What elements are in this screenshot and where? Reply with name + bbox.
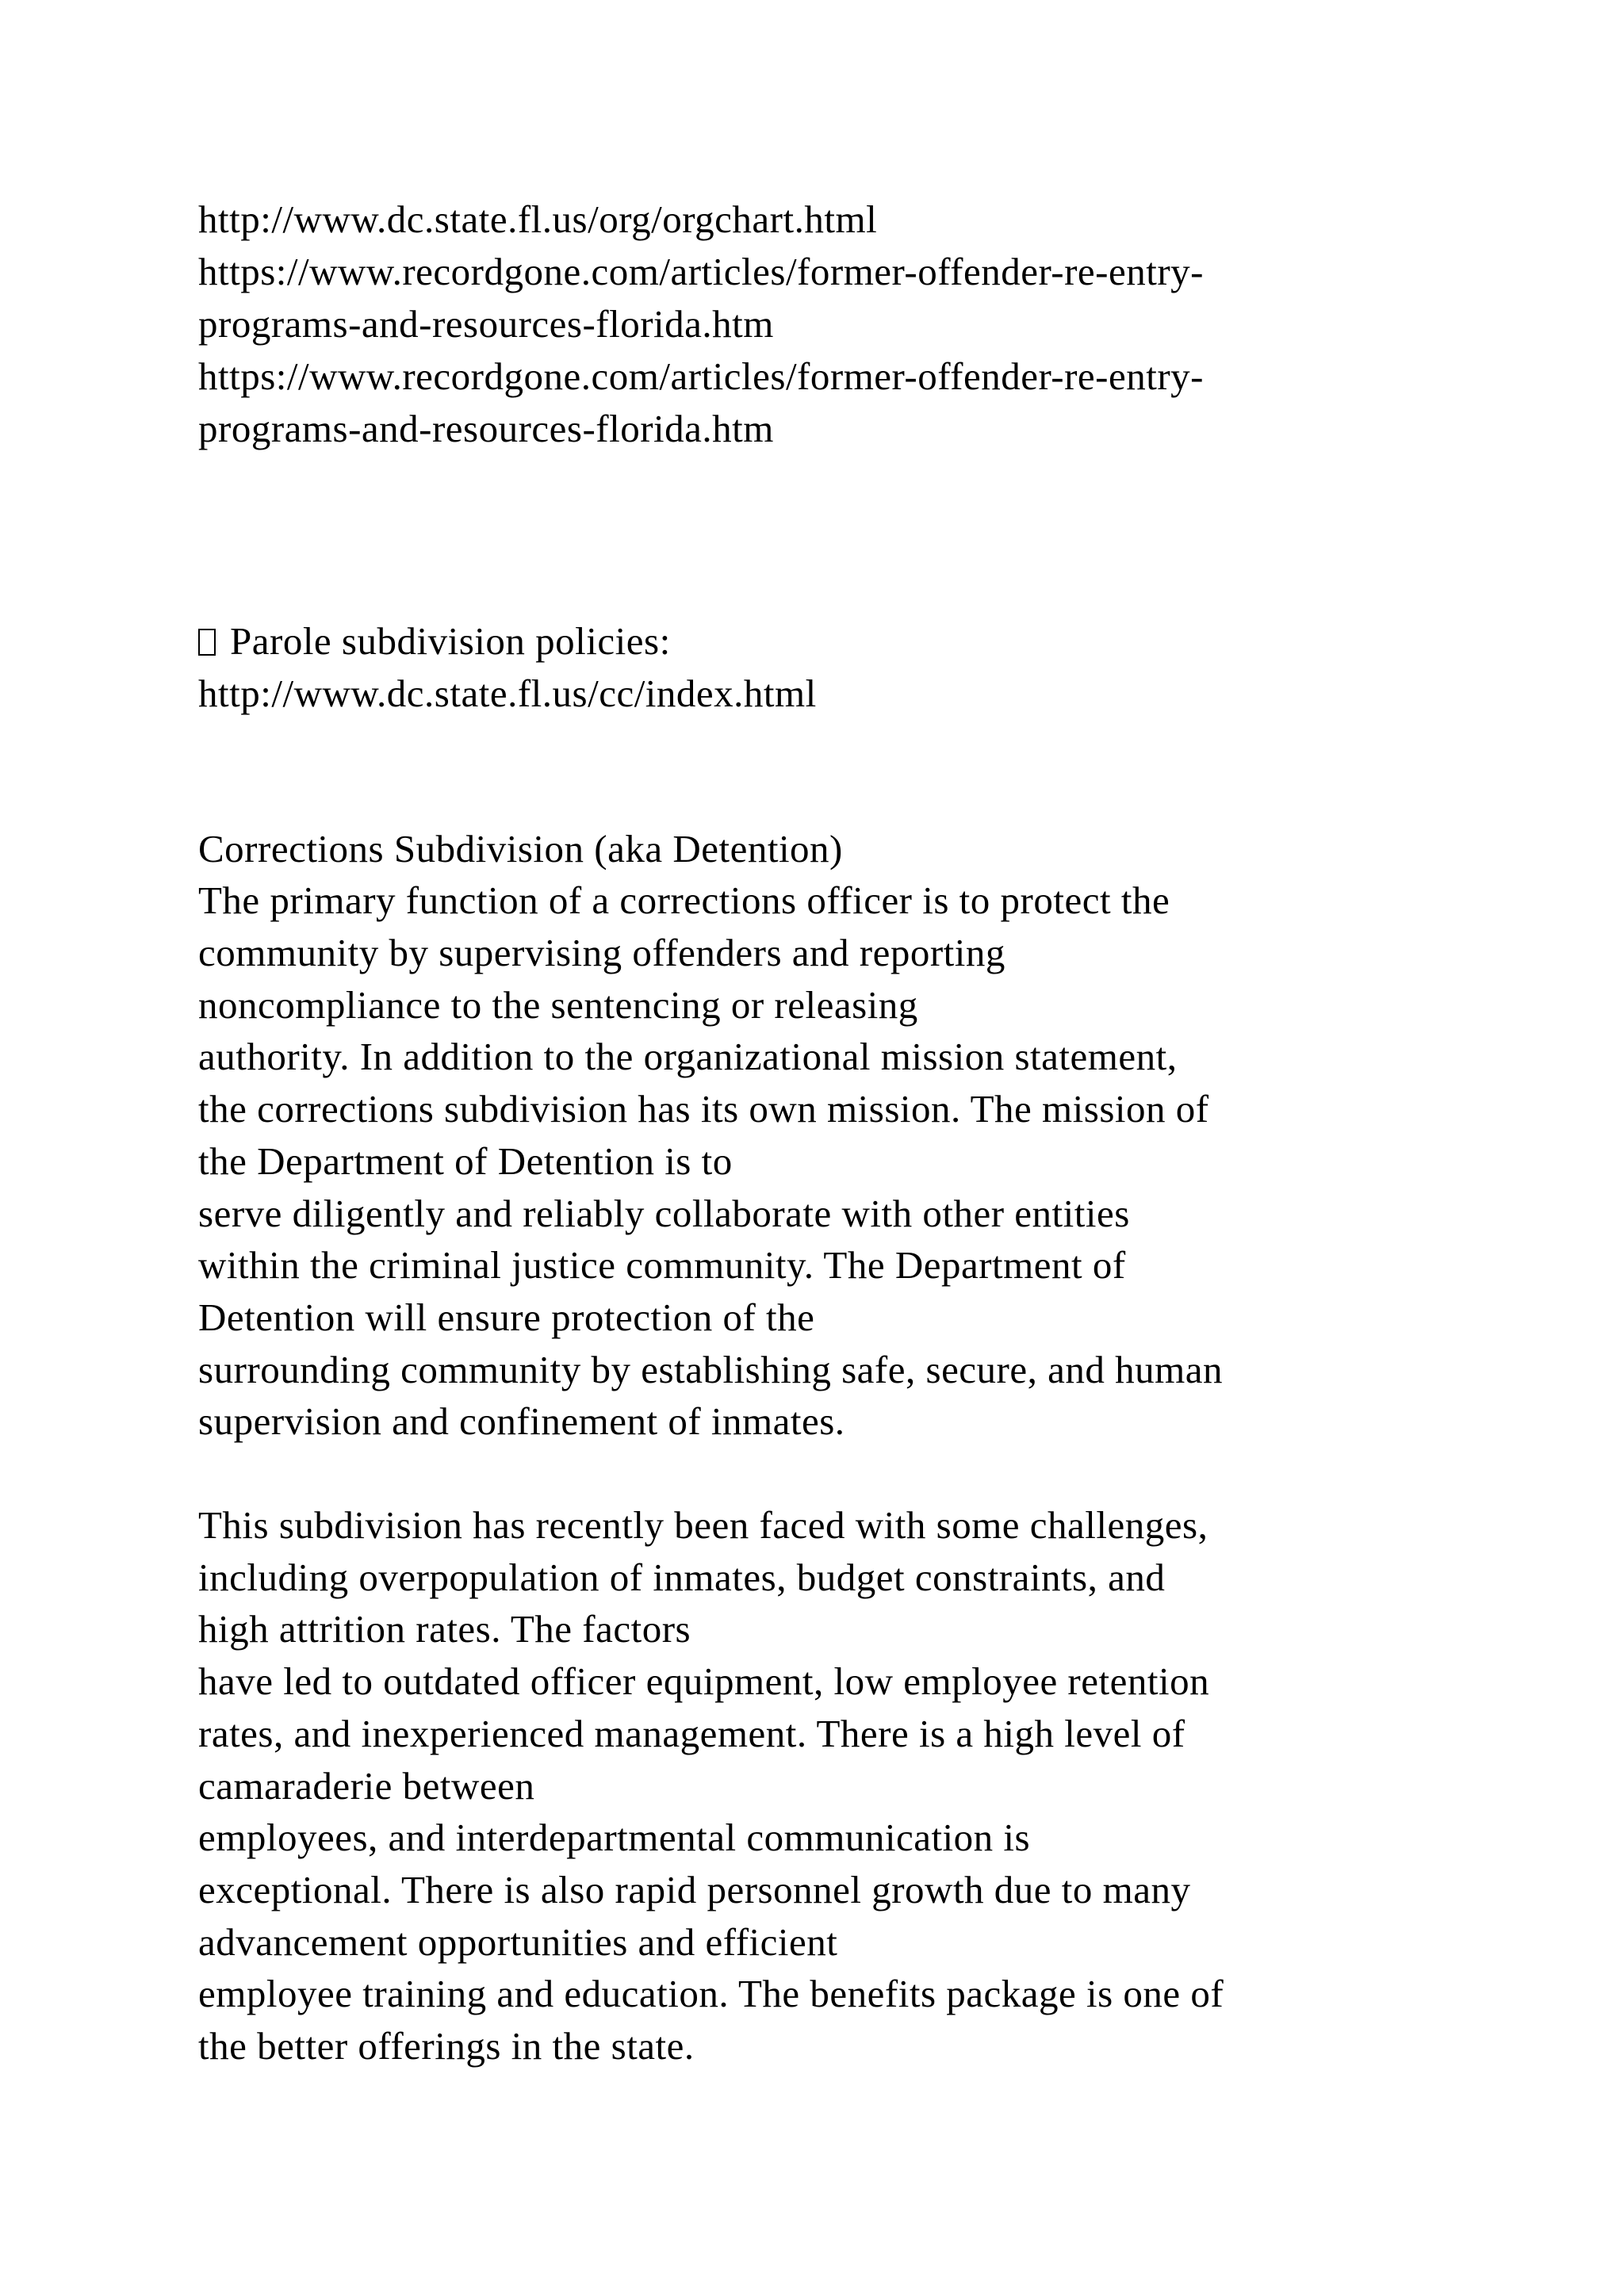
paragraph-line: have led to outdated officer equipment, low employee retention — [198, 1659, 1210, 1703]
paragraph-line: employee training and education. The benefits package is one of — [198, 1972, 1224, 2015]
corrections-heading: Corrections Subdivision (aka Detention) — [198, 827, 843, 871]
paragraph-line: The primary function of a corrections officer is to protect the — [198, 878, 1170, 922]
paragraph-line: authority. In addition to the organizational mission statement, — [198, 1035, 1178, 1078]
paragraph-line: the better offerings in the state. — [198, 2024, 695, 2068]
link-line: http://www.dc.state.fl.us/org/orgchart.html — [198, 197, 878, 241]
link-line: https://www.recordgone.com/articles/former-offender-re-entry- — [198, 250, 1204, 293]
paragraph-line: noncompliance to the sentencing or releasing — [198, 983, 918, 1027]
paragraph-line: high attrition rates. The factors — [198, 1607, 691, 1651]
parole-heading: Parole subdivision policies: — [230, 619, 671, 663]
link-line: programs-and-resources-florida.htm — [198, 407, 774, 450]
paragraph-line: camaraderie between — [198, 1764, 535, 1808]
paragraph-line: the Department of Detention is to — [198, 1139, 733, 1183]
parole-heading-line — [198, 619, 671, 663]
paragraph-line: within the criminal justice community. The Department of — [198, 1243, 1126, 1287]
paragraph-line: employees, and interdepartmental communication is — [198, 1816, 1031, 1859]
paragraph-line: surrounding community by establishing safe, secure, and human — [198, 1348, 1223, 1391]
bullet-box-icon — [198, 629, 216, 656]
paragraph-line: exceptional. There is also rapid personnel growth due to many — [198, 1868, 1191, 1911]
paragraph-line: supervision and confinement of inmates. — [198, 1399, 845, 1443]
paragraph-line: serve diligently and reliably collaborate with other entities — [198, 1192, 1130, 1235]
paragraph-line: rates, and inexperienced management. There is a high level of — [198, 1712, 1185, 1755]
link-line: programs-and-resources-florida.htm — [198, 302, 774, 346]
parole-url: http://www.dc.state.fl.us/cc/index.html — [198, 672, 817, 715]
paragraph-line: This subdivision has recently been faced with some challenges, — [198, 1503, 1208, 1547]
paragraph-line: community by supervising offenders and reporting — [198, 931, 1005, 974]
paragraph-line: the corrections subdivision has its own mission. The mission of — [198, 1087, 1209, 1131]
paragraph-line: including overpopulation of inmates, budget constraints, and — [198, 1556, 1166, 1599]
paragraph-line: advancement opportunities and efficient — [198, 1920, 838, 1964]
link-line: https://www.recordgone.com/articles/former-offender-re-entry- — [198, 354, 1204, 398]
paragraph-line: Detention will ensure protection of the — [198, 1295, 815, 1339]
